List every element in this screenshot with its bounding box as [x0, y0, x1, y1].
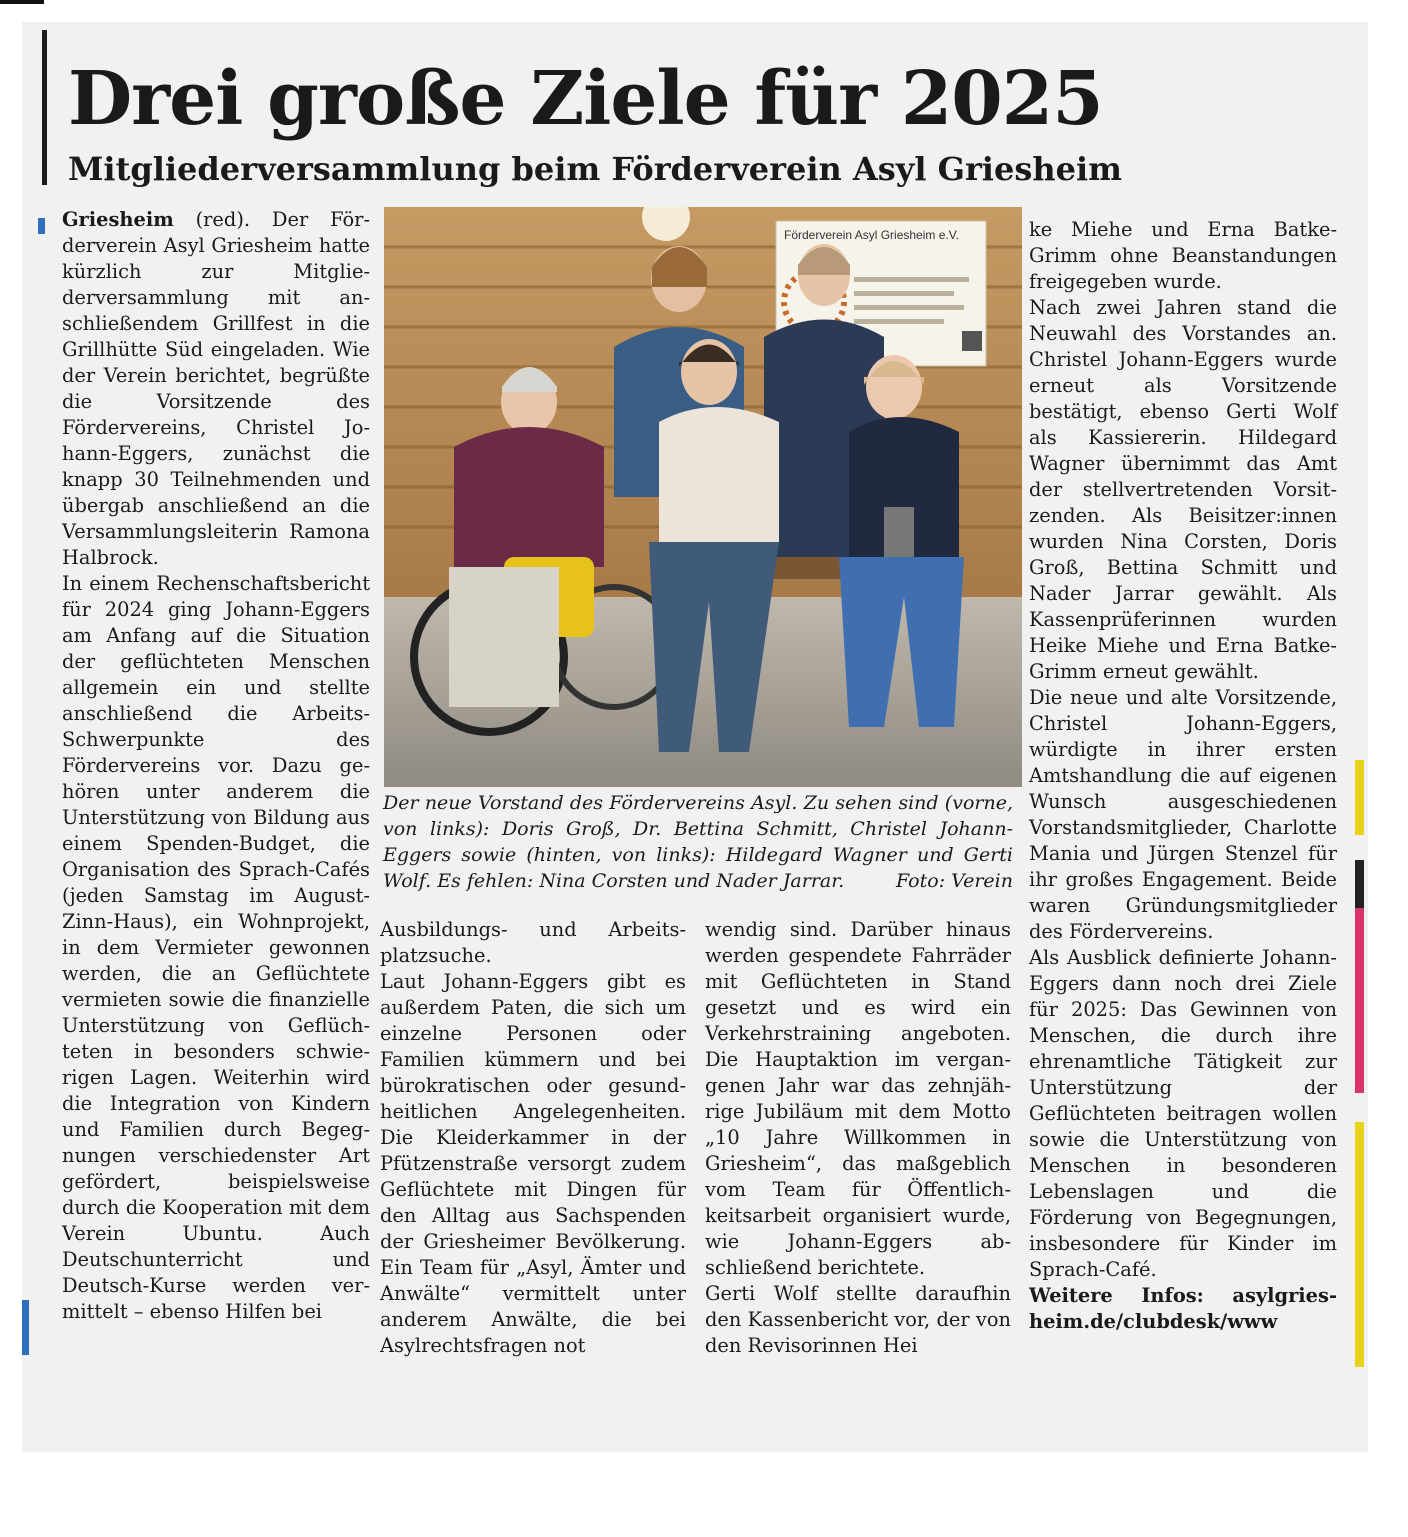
edge-color-strip-pink — [1355, 908, 1364, 1093]
paragraph: Als Ausblick definierte Johann-Eggers dann noch drei Ziele für 2025: Das Gewinnen von Menschen, die durch ihre ehrenamtliche Tätigkeit zur Unterstützung der Geflüchteten beitragen wollen sowie die Unterstützung von Menschen in besonderen Lebenslagen und die Förderung von Begegnungen, insbesondere für Kinder im Sprach-Café. — [1029, 946, 1337, 1281]
article-subtitle: Mitgliederversammlung beim Förderverein Asyl Griesheim — [68, 150, 1122, 188]
article-column-1 — [62, 207, 370, 1325]
edge-color-strip-yellow-2 — [1355, 1122, 1364, 1367]
article-intro — [62, 207, 370, 571]
paragraph: wendig sind. Darüber hinaus werden gespendete Fahrräder mit Geflüchteten in Stand gesetzt und es wird ein Verkehrstraining angeboten. Die Hauptaktion im vergangenen Jahr war das zehnjährige Jubiläum mit dem Motto „10 Jahre Willkommen in Griesheim“, das maßgeblich vom Team für Öffentlichkeitsarbeit organisiert wurde, wie Johann-Eggers abschließend berichtete. — [705, 918, 1011, 1279]
paragraph-marker — [38, 218, 45, 234]
edge-marker — [22, 1300, 29, 1355]
edge-color-strip-dark — [1355, 860, 1364, 908]
paragraph: ke Miehe und Erna Batke-Grimm ohne Beanstandungen freigegeben wurde. — [1029, 218, 1337, 293]
photo-caption — [383, 790, 1013, 894]
headline-rule — [42, 30, 47, 185]
intro-text: (red). Der Förderverein Asyl Griesheim hatte kürzlich zur Mitgliederversammlung mit anschließendem Grillfest in die Grillhütte Süd eingeladen. Wie der Verein berichtet, begrüßte die Vorsitzende des Fördervereins, Christel Johann-Eggers, zunächst die knapp 30 Teilnehmenden und übergab anschließend an die Versammlungsleiterin Ramona Halbrock. — [62, 208, 370, 569]
dateline: Griesheim — [62, 208, 174, 231]
caption-text: Der neue Vorstand des Fördervereins Asyl. Zu sehen sind (vorne, von links): Doris Groß, Dr. Bettina Schmitt, Christel Johann-Eggers sowie (hinten, von links): Hildegard Wagner und Gerti Wolf. Es fehlen: Nina Corsten und Nader Jarrar. — [383, 792, 1013, 892]
photo-credit: Foto: Verein — [896, 870, 1013, 892]
banner-text: Förderverein Asyl Griesheim e.V. — [784, 228, 959, 242]
edge-color-strip-yellow — [1355, 760, 1364, 835]
more-info-link: Weitere Infos: asylgriesheim.de/clubdesk/www — [1029, 1284, 1337, 1333]
article-title: Drei große Ziele für 2025 — [68, 56, 1103, 142]
article-column-3 — [705, 917, 1011, 1359]
paragraph: Laut Johann-Eggers gibt es außerdem Paten, die sich um einzelne Personen oder Familien kümmern und bei bürokratischen oder gesundheitlichen Angelegenheiten. Die Kleiderkammer in der Pfützenstraße versorgt zudem Geflüchtete mit Dingen für den Alltag aus Sachspenden der Griesheimer Bevölkerung. Ein Team für „Asyl, Ämter und Anwälte“ vermittelt unter anderem Anwälte, die bei Asylrechtsfragen not — [380, 970, 686, 1357]
paragraph: Nach zwei Jahren stand die Neuwahl des Vorstandes an. Christel Johann-Eggers wurde erneut als Vorsitzende bestätigt, ebenso Gerti Wolf als Kassiererin. Hildegard Wagner übernimmt das Amt der stellvertretenden Vorsitzenden. Als Beisitzer:innen wurden Nina Corsten, Doris Groß, Bettina Schmitt und Nader Jarrar gewählt. Als Kassenprüferinnen wurden Heike Miehe und Erna Batke-Grimm erneut gewählt. — [1029, 296, 1337, 683]
group-photo — [384, 207, 1022, 787]
article-column-4 — [1029, 217, 1337, 1335]
paragraph: In einem Rechenschaftsbericht für 2024 ging Johann-Eggers am Anfang auf die Situation der geflüchteten Menschen allgemein ein und stellte anschließend die Arbeits-Schwerpunkte des Fördervereins vor. Dazu gehören unter anderem die Unterstützung von Bildung aus einem Spenden-Budget, die Organisation des Sprach-Cafés (jeden Samstag im August-Zinn-Haus), ein Wohnprojekt, in dem Vermieter gewonnen werden, die an Geflüchtete vermieten sowie die finanzielle Unterstützung von Geflüchteten in besonders schwierigen Lagen. Weiterhin wird die Integration von Kindern und Familien durch Begegnungen verschiedenster Art gefördert, beispielsweise durch die Kooperation mit dem Verein Ubuntu. Auch Deutschunterricht und Deutsch-Kurse werden vermittelt – ebenso Hilfen bei — [62, 572, 370, 1323]
article-column-2 — [380, 917, 686, 1359]
paragraph: Die neue und alte Vorsitzende, Christel Johann-Eggers, würdigte in ihrer ersten Amtshandlung die auf eigenen Wunsch ausgeschiedenen Vorstandsmitglieder, Charlotte Mania und Jürgen Stenzel für ihr großes Engagement. Beide waren Gründungsmitglieder des Fördervereins. — [1029, 686, 1337, 943]
paragraph: Ausbildungs- und Arbeitsplatzsuche. — [380, 918, 686, 967]
paragraph: Gerti Wolf stellte daraufhin den Kassenbericht vor, der von den Revisorinnen Hei — [705, 1282, 1011, 1357]
scan-mark — [0, 0, 44, 4]
